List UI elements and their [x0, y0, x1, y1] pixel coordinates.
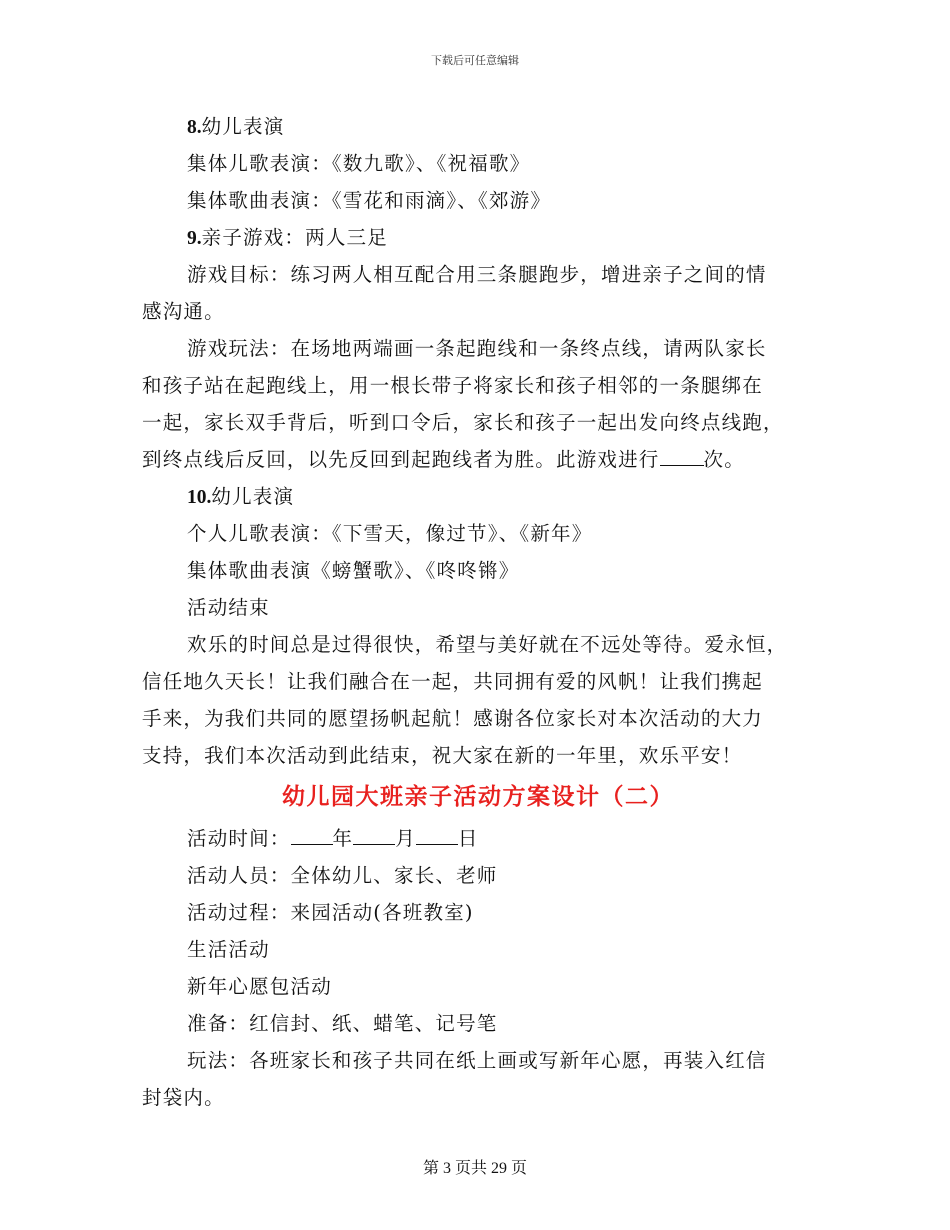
page-footer: 第 3 页共 29 页: [422, 1160, 527, 1177]
paragraph-line: 活动人员：全体幼儿、家长、老师: [187, 864, 498, 887]
section-title: 幼儿表演: [201, 115, 285, 138]
section-10-heading: [142, 478, 814, 515]
page-content: [142, 108, 814, 1116]
label: 活动时间：: [187, 827, 291, 850]
paragraph-line: 封袋内。: [142, 1086, 225, 1109]
paragraph-line: 手来，为我们共同的愿望扬帆起航！感谢各位家长对本次活动的大力: [142, 707, 764, 730]
paragraph-line: 信任地久天长！让我们融合在一起，共同拥有爱的风帆！让我们携起: [142, 670, 764, 693]
section-title: 亲子游戏：两人三足: [201, 226, 388, 249]
paragraph-line: 准备：红信封、纸、蜡笔、记号笔: [187, 1012, 498, 1035]
fill-in-blank: [416, 822, 458, 845]
paragraph-line: 新年心愿包活动: [187, 975, 332, 998]
section-9-heading: [142, 219, 814, 256]
section-number: 10.: [187, 487, 212, 508]
paragraph-line: 和孩子站在起跑线上，用一根长带子将家长和孩子相邻的一条腿绑在: [142, 374, 764, 397]
paragraph-line: 感沟通。: [142, 300, 225, 323]
paragraph-line: 生活活动: [187, 938, 270, 961]
fill-in-blank: [353, 822, 395, 845]
paragraph-line-with-blank: [142, 441, 814, 478]
page-header: 下载后可任意编辑: [431, 54, 519, 67]
paragraph-line: 个人儿歌表演：《下雪天，像过节》、《新年》: [187, 522, 593, 545]
activity-time-line: [142, 820, 814, 857]
text-segment: 次。: [703, 448, 745, 471]
paragraph-line: 集体歌曲表演：《雪花和雨滴》、《郊游》: [187, 189, 552, 212]
label: 月: [395, 827, 416, 850]
label: 年: [332, 827, 354, 850]
paragraph-line: 集体歌曲表演《螃蟹歌》、《咚咚锵》: [187, 559, 520, 582]
section-number: 8.: [187, 117, 202, 138]
paragraph-line: 集体儿歌表演：《数九歌》、《祝福歌》: [187, 152, 531, 175]
paragraph-line: 支持，我们本次活动到此结束，祝大家在新的一年里，欢乐平安！: [142, 744, 743, 767]
section-title-red: 幼儿园大班亲子活动方案设计（二）: [282, 783, 674, 810]
paragraph-line: 活动过程：来园活动(各班教室): [187, 901, 474, 924]
label: 日: [457, 827, 479, 850]
fill-in-blank: [291, 822, 333, 845]
section-title: 幼儿表演: [211, 485, 295, 508]
section-number: 9.: [187, 228, 202, 249]
text-segment: 到终点线后反回，以先反回到起跑线者为胜。此游戏进行: [142, 448, 660, 471]
paragraph-line: 一起，家长双手背后，听到口令后，家长和孩子一起出发向终点线跑，: [142, 411, 784, 434]
paragraph-line: 游戏目标：练习两人相互配合用三条腿跑步，增进亲子之间的情: [187, 263, 767, 286]
paragraph-line: 玩法：各班家长和孩子共同在纸上画或写新年心愿，再装入红信: [187, 1049, 767, 1072]
paragraph-line: 欢乐的时间总是过得很快，希望与美好就在不远处等待。爱永恒，: [187, 633, 788, 656]
paragraph-line: 游戏玩法：在场地两端画一条起跑线和一条终点线，请两队家长: [187, 337, 767, 360]
fill-in-blank: [660, 443, 704, 466]
paragraph-line: 活动结束: [187, 596, 270, 619]
section-8-heading: [142, 108, 814, 145]
